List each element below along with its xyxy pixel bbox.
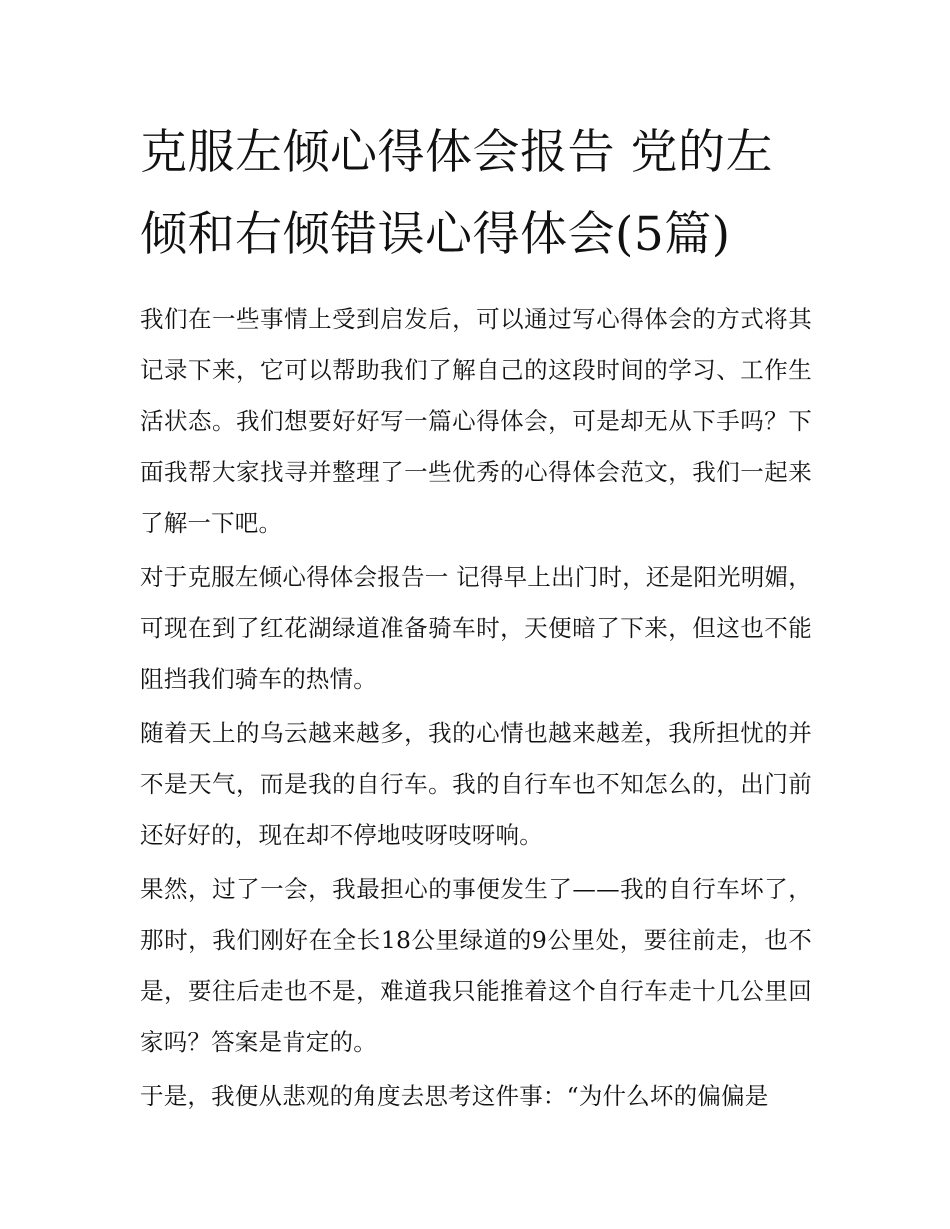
document-title: 克服左倾心得体会报告 党的左倾和右倾错误心得体会(5篇) bbox=[140, 125, 773, 262]
document-body bbox=[140, 112, 812, 1125]
paragraph-4: 于是，我便从悲观的角度去思考这件事：“为什么坏的偏偏是 bbox=[140, 1082, 769, 1110]
paragraph-3: 果然，过了一会，我最担心的事便发生了——我的自行车坏了，那时，我们刚好在全长18公里绿道的9公里处，要往前走，也不是，要往后走也不是，难道我只能推着这个自行车走十几公里回家吗？答案是肯定的。 bbox=[140, 875, 812, 1056]
paragraph-2: 随着天上的乌云越来越多，我的心情也越来越差，我所担忧的并不是天气，而是我的自行车。我的自行车也不知怎么的，出门前还好好的，现在却不停地吱呀吱呀响。 bbox=[140, 719, 812, 849]
paragraph-intro: 我们在一些事情上受到启发后，可以通过写心得体会的方式将其记录下来，它可以帮助我们了解自己的这段时间的学习、工作生活状态。我们想要好好写一篇心得体会，可是却无从下手吗？下面我帮大家找寻并整理了一些优秀的心得体会范文，我们一起来了解一下吧。 bbox=[140, 305, 812, 537]
paragraph-1: 对于克服左倾心得体会报告一 记得早上出门时，还是阳光明媚，可现在到了红花湖绿道准备骑车时，天便暗了下来，但这也不能阻挡我们骑车的热情。 bbox=[140, 563, 812, 693]
